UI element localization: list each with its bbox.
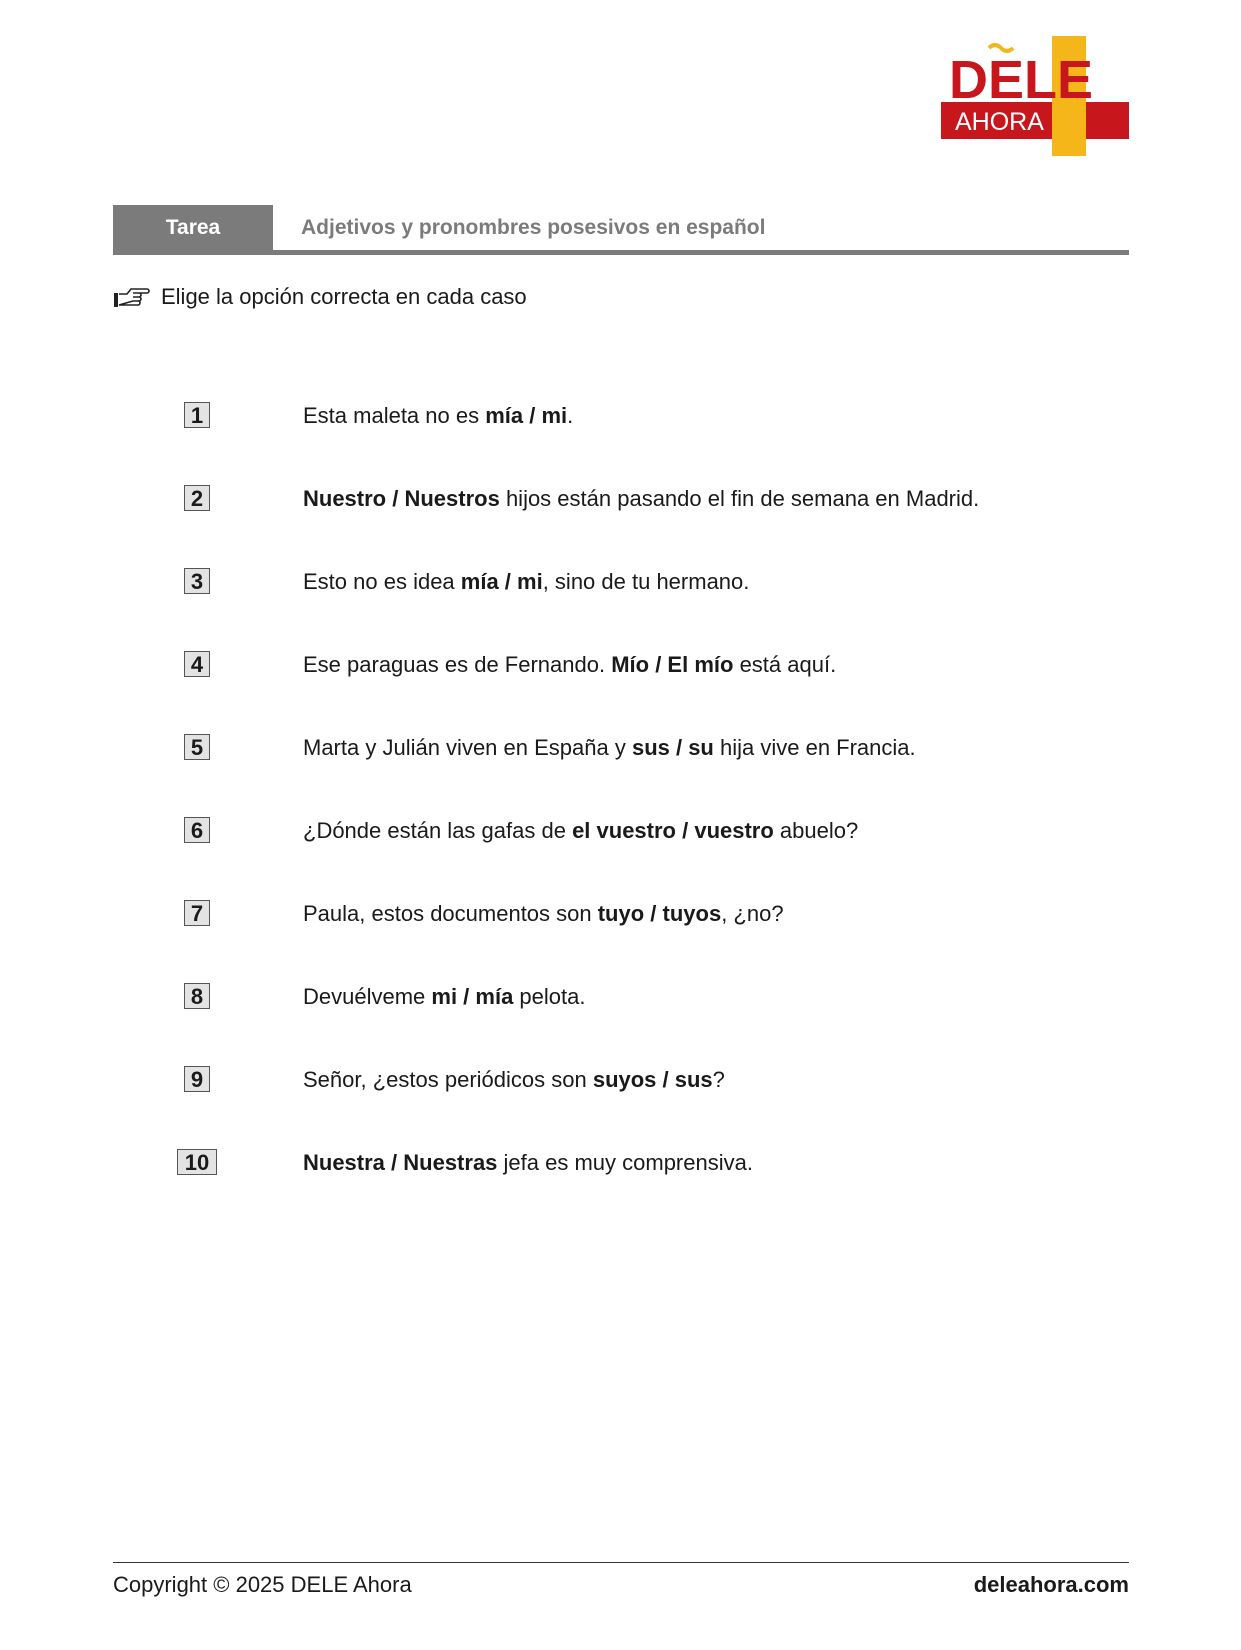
exercise-item xyxy=(180,977,1080,1017)
item-number-badge: 2 xyxy=(184,485,210,511)
answer-options: Nuestra / Nuestras xyxy=(303,1150,498,1175)
item-number-badge: 4 xyxy=(184,651,210,677)
answer-options: mía / mi xyxy=(485,403,568,428)
answer-options: el vuestro / vuestro xyxy=(572,818,774,843)
exercise-item xyxy=(180,479,1080,519)
footer-rule xyxy=(113,1562,1129,1563)
sentence-fragment: hijos están pasando el fin de semana en Madrid. xyxy=(499,486,980,511)
svg-text:DELE: DELE xyxy=(949,50,1094,110)
exercise-item xyxy=(180,1143,1080,1183)
sentence-fragment: , sino de tu hermano. xyxy=(542,569,750,594)
answer-options: tuyo / tuyos xyxy=(597,901,722,926)
sentence-fragment: jefa es muy comprensiva. xyxy=(497,1150,753,1175)
answer-options: mía / mi xyxy=(460,569,543,594)
item-number-badge: 8 xyxy=(184,983,210,1009)
item-sentence xyxy=(303,1060,725,1100)
pointing-hand-icon xyxy=(113,284,151,310)
sentence-fragment: abuelo? xyxy=(773,818,859,843)
item-sentence xyxy=(303,977,585,1017)
sentence-fragment: , ¿no? xyxy=(721,901,784,926)
task-tab-label: Tarea xyxy=(113,205,273,250)
sentence-fragment: ¿Dónde están las gafas de xyxy=(303,818,573,843)
item-number-badge: 7 xyxy=(184,900,210,926)
item-number-badge: 9 xyxy=(184,1066,210,1092)
item-sentence xyxy=(303,1143,753,1183)
exercise-item xyxy=(180,562,1080,602)
svg-text:AHORA: AHORA xyxy=(955,108,1044,136)
item-sentence xyxy=(303,396,573,436)
sentence-fragment: Ese paraguas es de Fernando. xyxy=(303,652,612,677)
dele-ahora-logo xyxy=(941,36,1129,156)
item-sentence xyxy=(303,894,784,934)
item-number-badge: 10 xyxy=(177,1149,217,1175)
item-number-badge: 5 xyxy=(184,734,210,760)
sentence-fragment: Esto no es idea xyxy=(303,569,461,594)
exercise-item xyxy=(180,728,1080,768)
instruction-text: Elige la opción correcta en cada caso xyxy=(161,284,527,309)
item-sentence xyxy=(303,728,916,768)
task-header xyxy=(113,205,1129,255)
exercise-item xyxy=(180,811,1080,851)
item-sentence xyxy=(303,562,749,602)
header-rule xyxy=(113,250,1129,255)
sentence-fragment: pelota. xyxy=(513,984,586,1009)
exercise-item xyxy=(180,1060,1080,1100)
answer-options: Mío / El mío xyxy=(611,652,734,677)
task-title: Adjetivos y pronombres posesivos en español xyxy=(301,215,766,239)
sentence-fragment: Marta y Julián viven en España y xyxy=(303,735,632,760)
exercise-item xyxy=(180,396,1080,436)
footer-copyright: Copyright © 2025 DELE Ahora xyxy=(113,1572,412,1597)
item-sentence xyxy=(303,811,858,851)
item-sentence xyxy=(303,479,979,519)
answer-options: sus / su xyxy=(631,735,714,760)
answer-options: mi / mía xyxy=(431,984,514,1009)
item-number-badge: 6 xyxy=(184,817,210,843)
sentence-fragment: está aquí. xyxy=(733,652,837,677)
item-number-badge: 3 xyxy=(184,568,210,594)
sentence-fragment: . xyxy=(567,403,574,428)
sentence-fragment: Esta maleta no es xyxy=(303,403,486,428)
sentence-fragment: hija vive en Francia. xyxy=(713,735,916,760)
answer-options: Nuestro / Nuestros xyxy=(303,486,500,511)
footer-site-link[interactable]: deleahora.com xyxy=(973,1572,1129,1597)
sentence-fragment: Señor, ¿estos periódicos son xyxy=(303,1067,593,1092)
sentence-fragment: Paula, estos documentos son xyxy=(303,901,598,926)
sentence-fragment: ? xyxy=(712,1067,725,1092)
instruction xyxy=(113,284,527,310)
exercise-item xyxy=(180,645,1080,685)
item-number-badge: 1 xyxy=(184,402,210,428)
item-sentence xyxy=(303,645,836,685)
sentence-fragment: Devuélveme xyxy=(303,984,432,1009)
answer-options: suyos / sus xyxy=(592,1067,713,1092)
exercise-item xyxy=(180,894,1080,934)
